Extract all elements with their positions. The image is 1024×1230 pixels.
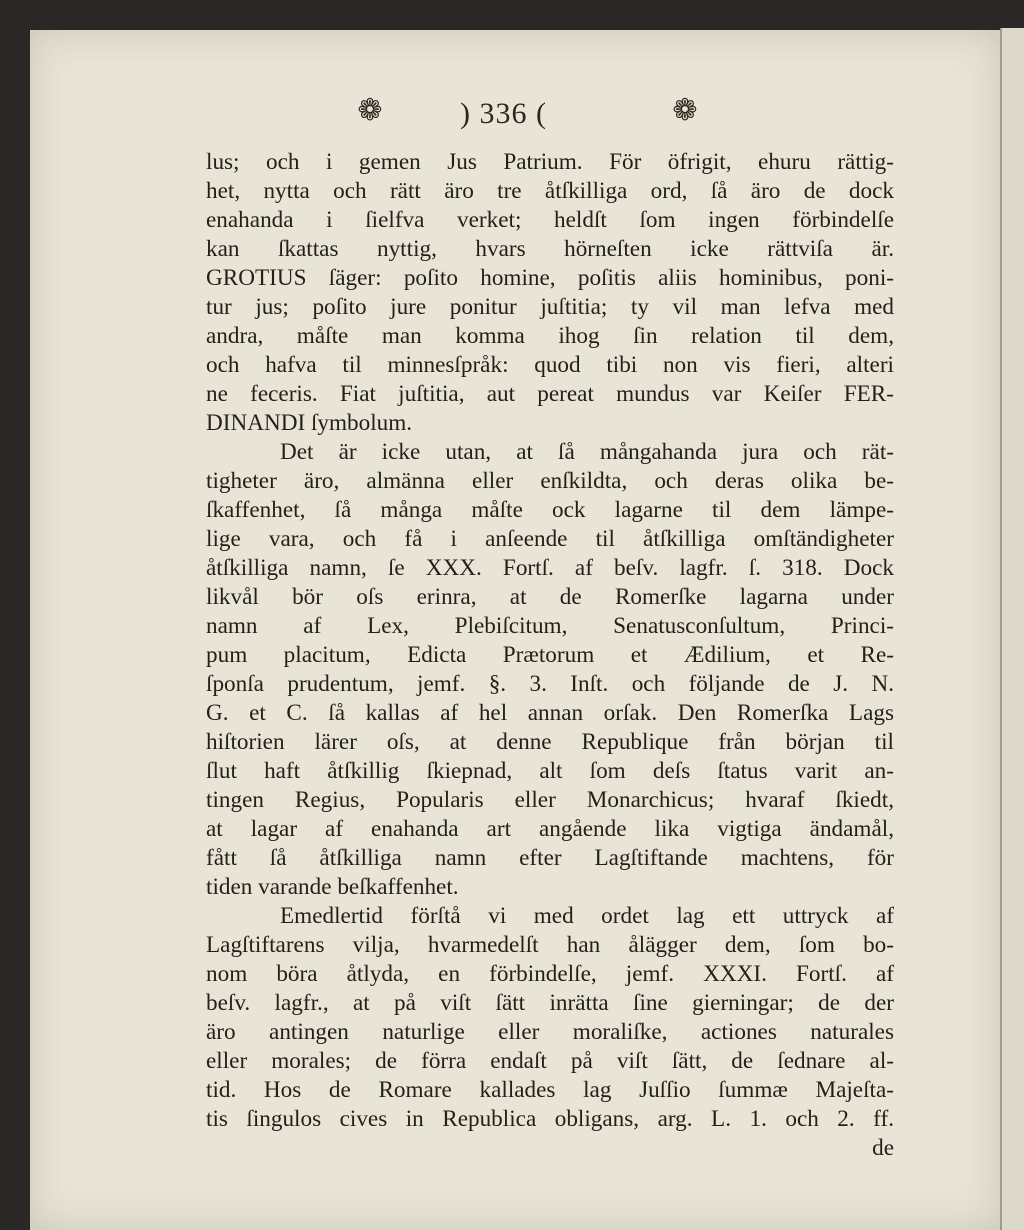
text-line: GROTIUS ſäger: poſito homine, poſitis aliis hominibus, poni- xyxy=(206,265,894,291)
text-line: andra, måſte man komma ihog ſin relation til dem, xyxy=(206,323,894,349)
text-line: äro antingen naturlige eller moraliſke, actiones naturales xyxy=(206,1019,894,1045)
text-line: at lagar af enahanda art angående lika vigtiga ändamål, xyxy=(206,816,894,842)
text-line: kan ſkattas nyttig, hvars hörneſten icke rättviſa är. xyxy=(206,236,894,262)
text-line: G. et C. ſå kallas af hel annan orſak. Den Romerſka Lags xyxy=(206,700,894,726)
text-line: Lagſtiftarens vilja, hvarmedelſt han ålägger dem, ſom bo- xyxy=(206,932,894,958)
text-line: ſponſa prudentum, jemf. §. 3. Inſt. och följande de J. N. xyxy=(206,671,894,697)
text-line: likvål bör oſs erinra, at de Romerſke lagarna under xyxy=(206,584,894,610)
text-line: ſkaffenhet, ſå många måſte ock lagarne til dem lämpe- xyxy=(206,497,894,523)
text-line: Det är icke utan, at ſå mångahanda jura och rät- xyxy=(280,439,894,465)
text-line: åtſkilliga namn, ſe XXX. Fortſ. af beſv. lagfr. ſ. 318. Dock xyxy=(206,555,894,581)
text-line: ſlut haft åtſkillig ſkiepnad, alt ſom deſs ſtatus varit an- xyxy=(206,758,894,784)
text-line: lige vara, och få i anſeende til åtſkilliga omſtändigheter xyxy=(206,526,894,552)
text-line: tingen Regius, Popularis eller Monarchicus; hvaraf ſkiedt, xyxy=(206,787,894,813)
text-line: lus; och i gemen Jus Patrium. För öfrigit, ehuru rättig- xyxy=(206,149,894,175)
text-line: DINANDI ſymbolum. xyxy=(206,410,413,436)
text-line: namn af Lex, Plebiſcitum, Senatusconſultum, Princi- xyxy=(206,613,894,639)
text-line: tid. Hos de Romare kallades lag Juſſio ſummæ Majeſta- xyxy=(206,1077,894,1103)
text-line: eller morales; de förra endaſt på viſt ſätt, de ſednare al- xyxy=(206,1048,894,1074)
text-line: tur jus; poſito jure ponitur juſtitia; ty vil man lefva med xyxy=(206,294,894,320)
text-line: ne feceris. Fiat juſtitia, aut pereat mundus var Keiſer FER- xyxy=(206,381,894,407)
text-line: tis ſingulos cives in Republica obligans, arg. L. 1. och 2. ff. xyxy=(206,1106,894,1132)
text-line: enahanda i ſielfva verket; heldſt ſom ingen förbindelſe xyxy=(206,207,894,233)
page-header xyxy=(0,94,1024,138)
flower-ornament-icon: ❁ xyxy=(357,93,383,128)
text-line: tigheter äro, almänna eller enſkildta, och deras olika be- xyxy=(206,468,894,494)
text-line: och hafva til minnesſpråk: quod tibi non vis fieri, alteri xyxy=(206,352,894,378)
text-line: tiden varande beſkaffenhet. xyxy=(206,874,459,900)
facing-page-edge xyxy=(1000,28,1024,1230)
text-line: nom böra åtlyda, en förbindelſe, jemf. XXXI. Fortſ. af xyxy=(206,961,894,987)
flower-ornament-icon: ❁ xyxy=(672,93,698,128)
page-body-text xyxy=(206,148,894,1163)
text-line: beſv. lagfr., at på viſt ſätt inrätta ſine gierningar; de der xyxy=(206,990,894,1016)
text-line: de xyxy=(872,1135,894,1161)
text-line: Emedlertid förſtå vi med ordet lag ett uttryck af xyxy=(280,903,894,929)
text-line: pum placitum, Edicta Prætorum et Ædilium, et Re- xyxy=(206,642,894,668)
text-line: fått ſå åtſkilliga namn efter Lagſtiftande machtens, för xyxy=(206,845,894,871)
text-line: het, nytta och rätt äro tre åtſkilliga ord, ſå äro de dock xyxy=(206,178,894,204)
text-line: hiſtorien lärer oſs, at denne Republique från början til xyxy=(206,729,894,755)
page-number: ) 336 ( xyxy=(460,97,547,130)
